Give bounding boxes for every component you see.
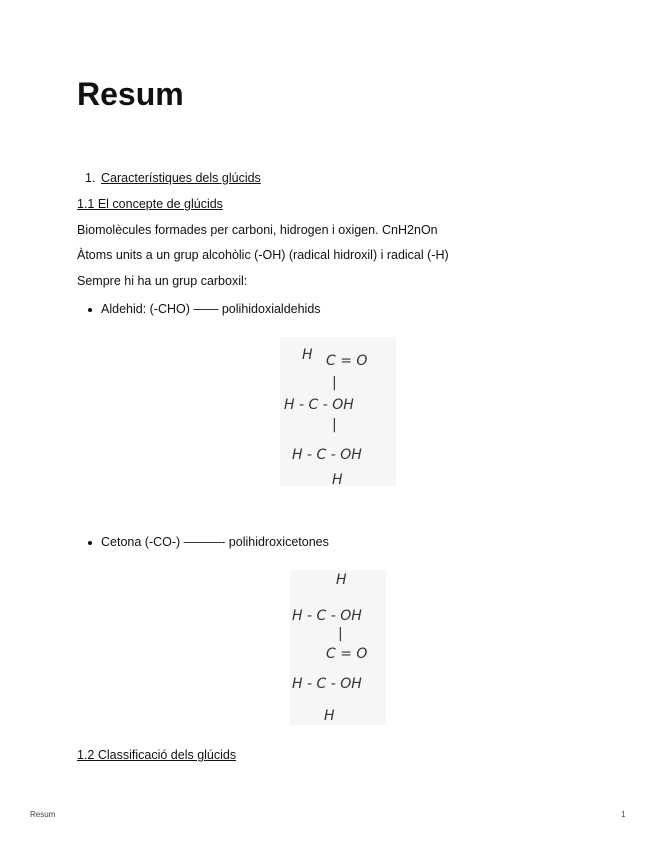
image-label: H bbox=[324, 708, 335, 724]
list-number: 1. bbox=[85, 171, 96, 185]
page-number: 1 bbox=[621, 810, 626, 819]
paragraph: Biomolècules formades per carboni, hidrogen i oxigen. CnH2nOn bbox=[77, 223, 438, 237]
bullet-icon bbox=[88, 541, 92, 545]
image-label: H bbox=[332, 472, 343, 486]
subsection-heading-link[interactable]: 1.2 Classificació dels glúcids bbox=[77, 748, 237, 762]
section-heading-link[interactable]: Característiques dels glúcids bbox=[101, 171, 261, 185]
image-label: | bbox=[332, 375, 337, 391]
ketone-structure-image bbox=[290, 570, 386, 725]
aldehyde-structure-image bbox=[280, 337, 396, 486]
image-label: H bbox=[302, 347, 313, 363]
bullet-icon bbox=[88, 308, 92, 312]
image-label: C = O bbox=[326, 646, 368, 662]
image-label: | bbox=[338, 626, 343, 642]
image-label: H - C - OH bbox=[292, 676, 362, 692]
image-label: | bbox=[332, 417, 337, 433]
image-label: H - C - OH bbox=[292, 608, 362, 624]
image-label: H - C - OH bbox=[292, 447, 362, 463]
image-label: H - C - OH bbox=[284, 397, 354, 413]
image-label: H bbox=[336, 572, 347, 588]
list-item: Aldehid: (-CHO) —— polihidoxialdehids bbox=[101, 302, 321, 316]
image-label: C = O bbox=[326, 353, 368, 369]
paragraph: Àtoms units a un grup alcohòlic (-OH) (radical hidroxil) i radical (-H) bbox=[77, 248, 449, 262]
list-item: Cetona (-CO-) ———- polihidroxicetones bbox=[101, 535, 329, 549]
paragraph: Sempre hi ha un grup carboxil: bbox=[77, 274, 248, 288]
footer-title: Resum bbox=[30, 810, 56, 819]
subsection-heading-link[interactable]: 1.1 El concepte de glúcids bbox=[77, 197, 223, 211]
page-title: Resum bbox=[77, 76, 184, 112]
